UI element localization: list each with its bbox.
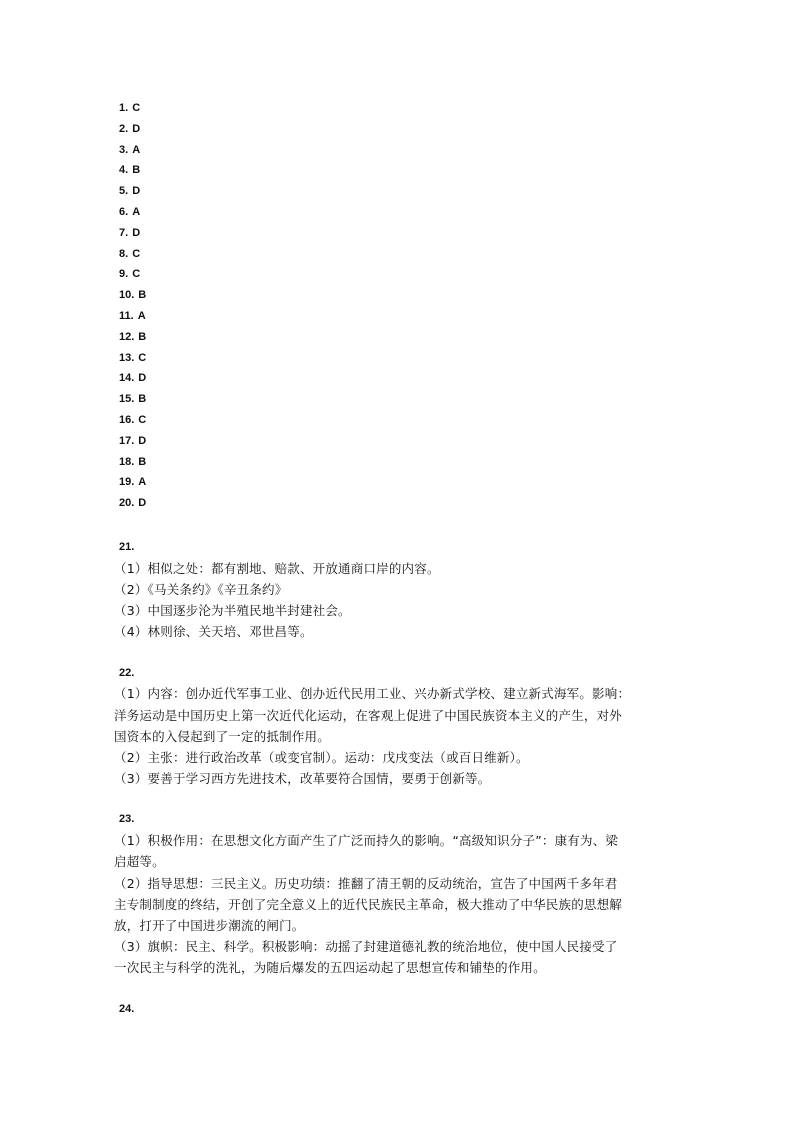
answer-line: 放，打开了中国进步潮流的闸门。: [114, 917, 305, 933]
mc-answer-3: 3. A: [119, 143, 141, 156]
multiple-choice-answers: [119, 98, 699, 514]
answer-line: （2）指导思想：三民主义。历史功绩：推翻了清王朝的反动统治，宣告了中国两千多年君: [114, 875, 618, 891]
answer-line: （3）要善于学习西方先进技术，改革要符合国情，要勇于创新等。: [114, 771, 491, 787]
mc-answer-5: 5. D: [119, 185, 141, 198]
question-number: 23.: [119, 813, 135, 826]
answer-line: （3）中国逐步沦为半殖民地半封建社会。: [114, 603, 351, 619]
answer-line: （1）内容：创办近代军事工业、创办近代民用工业、兴办新式学校、建立新式海军。影响：: [114, 686, 631, 702]
mc-answer-8: 8. C: [119, 247, 141, 260]
answer-line: 一次民主与科学的洗礼，为随后爆发的五四运动起了思想宣传和铺垫的作用。: [114, 960, 546, 976]
answer-line: （2）《马关条约》《辛丑条约》: [114, 581, 288, 597]
question-21-answer: [114, 537, 699, 643]
mc-answer-12: 12. B: [119, 330, 147, 343]
mc-answer-7: 7. D: [119, 226, 141, 239]
mc-answer-11: 11. A: [119, 309, 146, 322]
answer-line: 主专制制度的终结，开创了完全意义上的近代民族民主革命，极大推动了中华民族的思想解: [114, 896, 623, 912]
answer-line: 国资本的入侵起到了一定的抵制作用。: [114, 728, 330, 744]
mc-answer-17: 17. D: [119, 434, 147, 447]
mc-answer-19: 19. A: [119, 476, 147, 489]
mc-answer-16: 16. C: [119, 413, 147, 426]
mc-answer-4: 4. B: [119, 164, 141, 177]
question-number: 24.: [119, 1002, 135, 1015]
mc-answer-13: 13. C: [119, 351, 147, 364]
answer-key: [114, 98, 699, 1019]
answer-line: （4）林则徐、关天培、邓世昌等。: [114, 624, 313, 640]
mc-answer-10: 10. B: [119, 289, 147, 302]
mc-answer-18: 18. B: [119, 455, 147, 468]
mc-answer-2: 2. D: [119, 122, 141, 135]
answer-line: 启超等。: [114, 854, 165, 870]
answer-line: （1）相似之处：都有割地、赔款、开放通商口岸的内容。: [114, 560, 440, 576]
mc-answer-9: 9. C: [119, 268, 141, 281]
mc-answer-14: 14. D: [119, 372, 147, 385]
mc-answer-1: 1. C: [119, 102, 141, 114]
question-22-answer: [114, 663, 699, 790]
answer-line: （2）主张：进行政治改革（或变官制）。运动：戊戌变法（或百日维新）。: [114, 749, 529, 765]
mc-answer-20: 20. D: [119, 497, 147, 510]
question-23-answer: [114, 809, 699, 978]
question-24-answer: [119, 999, 699, 1020]
question-number: 22.: [119, 666, 135, 679]
question-number: 21.: [119, 540, 135, 553]
answer-line: （1）积极作用：在思想文化方面产生了广泛而持久的影响。“高级知识分子”：康有为、梁: [114, 833, 619, 849]
answer-line: 洋务运动是中国历史上第一次近代化运动，在客观上促进了中国民族资本主义的产生，对外: [114, 707, 623, 723]
answer-line: （3）旗帜：民主、科学。积极影响：动摇了封建道德礼教的统治地位，使中国人民接受了: [114, 939, 618, 955]
mc-answer-15: 15. B: [119, 393, 147, 406]
mc-answer-6: 6. A: [119, 205, 141, 218]
